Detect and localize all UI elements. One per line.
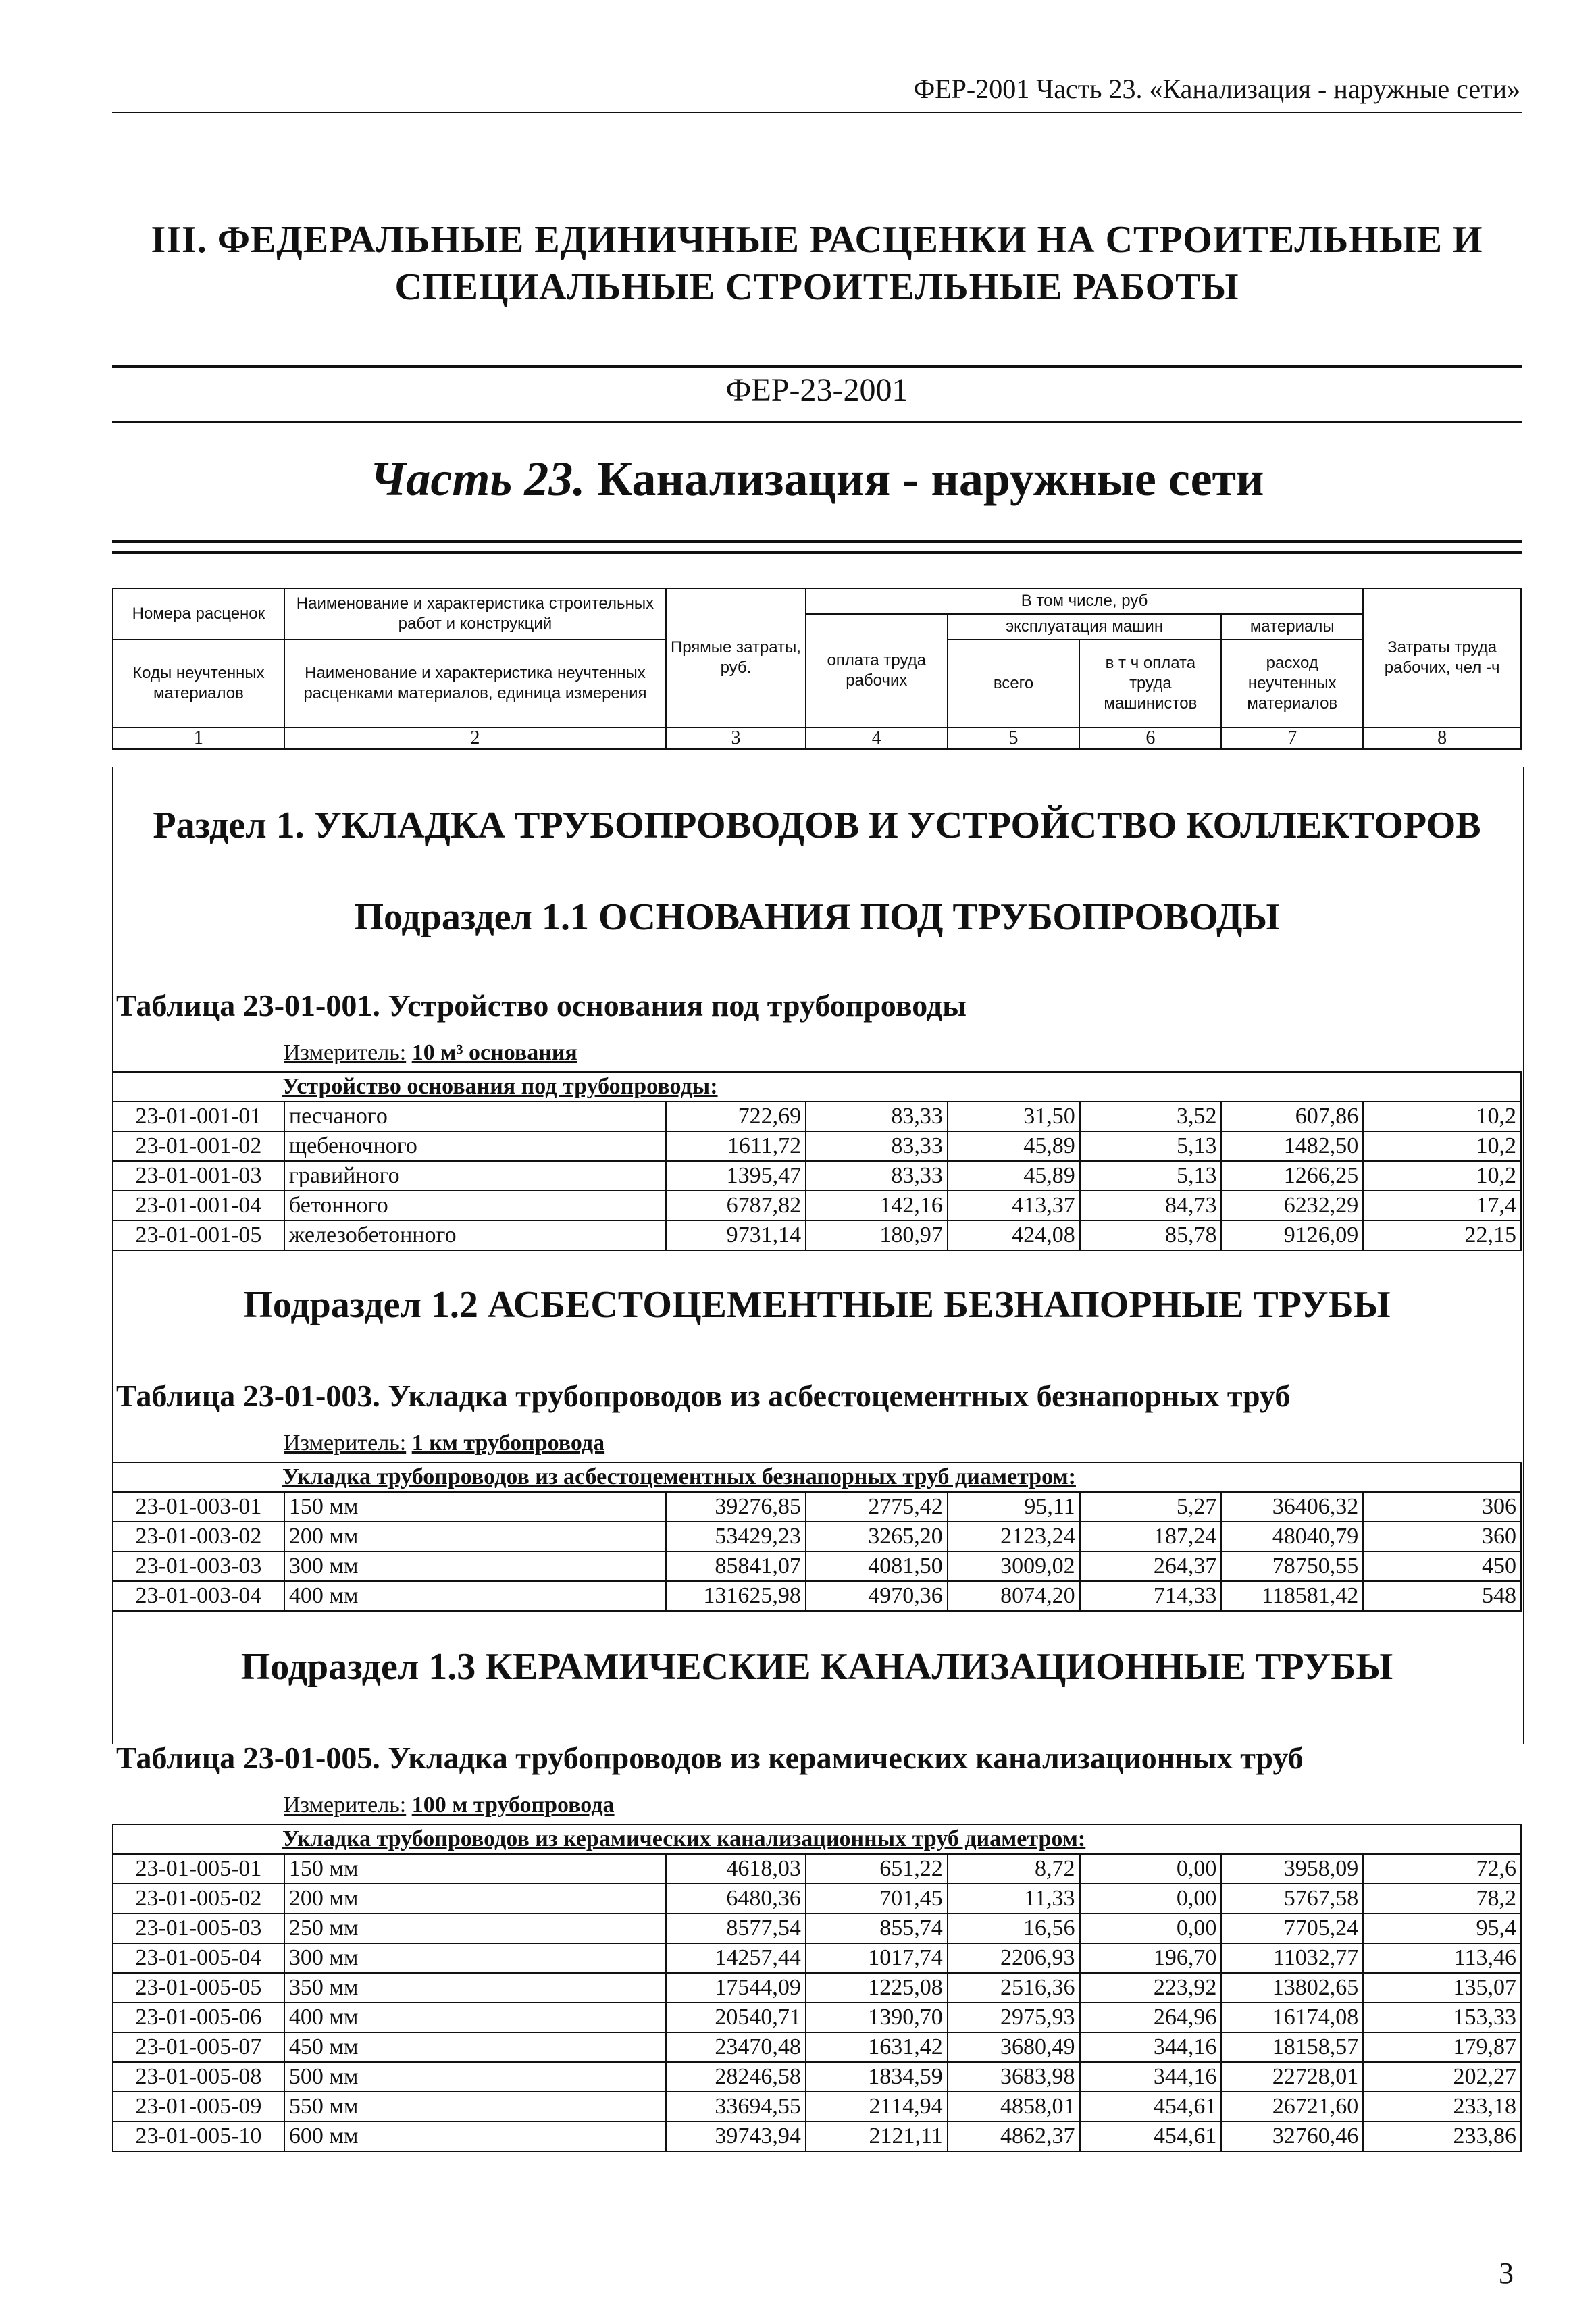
value-cell: 118581,42: [1221, 1581, 1363, 1611]
column-header-table: [112, 588, 1522, 750]
code-rule-top: [112, 365, 1522, 368]
value-cell: 196,70: [1080, 1943, 1222, 1973]
value-cell: 180,97: [806, 1220, 948, 1250]
value-cell: 1395,47: [666, 1161, 806, 1191]
value-cell: 2123,24: [948, 1522, 1080, 1551]
value-cell: 4970,36: [806, 1581, 948, 1611]
header-col5: всего: [948, 640, 1080, 727]
header-col8: Затраты труда рабочих, чел -ч: [1363, 588, 1521, 727]
page-number: 3: [1499, 2257, 1514, 2290]
header-materials-label: материалы: [1221, 614, 1363, 640]
value-cell: 3,52: [1080, 1102, 1222, 1131]
column-number: 7: [1221, 727, 1363, 749]
header-machines-label: эксплуатация машин: [948, 614, 1222, 640]
table-row: [113, 1943, 1521, 1973]
razdel-title: Раздел 1. УКЛАДКА ТРУБОПРОВОДОВ И УСТРОЙСТВО КОЛЛЕКТОРОВ: [153, 804, 1481, 846]
column-number: 6: [1079, 727, 1221, 749]
rate-code-cell: 23-01-005-08: [113, 2062, 284, 2092]
value-cell: 179,87: [1363, 2032, 1521, 2062]
value-cell: 424,08: [948, 1220, 1080, 1250]
header-col2-top: Наименование и характеристика строительных работ и конструкций: [284, 588, 666, 640]
value-cell: 45,89: [948, 1131, 1080, 1161]
work-name-cell: 300 мм: [284, 1943, 666, 1973]
value-cell: 1834,59: [806, 2062, 948, 2092]
value-cell: 233,18: [1363, 2092, 1521, 2122]
value-cell: 10,2: [1363, 1161, 1521, 1191]
value-cell: 83,33: [806, 1161, 948, 1191]
value-cell: 344,16: [1080, 2032, 1222, 2062]
value-cell: 1017,74: [806, 1943, 948, 1973]
value-cell: 2975,93: [948, 2003, 1080, 2032]
value-cell: 223,92: [1080, 1973, 1222, 2003]
document-code: ФЕР-23-2001: [725, 372, 908, 408]
rate-code-cell: 23-01-001-03: [113, 1161, 284, 1191]
value-cell: 9126,09: [1221, 1220, 1363, 1250]
value-cell: 2775,42: [806, 1492, 948, 1522]
rate-code-cell: 23-01-003-02: [113, 1522, 284, 1551]
measure-value: 100 м трубопровода: [411, 1793, 615, 1818]
work-name-cell: 400 мм: [284, 2003, 666, 2032]
measure-unit: [284, 1793, 615, 1818]
value-cell: 1631,42: [806, 2032, 948, 2062]
value-cell: 18158,57: [1221, 2032, 1363, 2062]
value-cell: 83,33: [806, 1131, 948, 1161]
table-caption-row: [113, 1824, 1521, 1854]
value-cell: 131625,98: [666, 1581, 806, 1611]
value-cell: 187,24: [1080, 1522, 1222, 1551]
work-name-cell: 200 мм: [284, 1884, 666, 1913]
table-caption: Укладка трубопроводов из керамических канализационных труб диаметром:: [113, 1824, 1521, 1854]
value-cell: 22728,01: [1221, 2062, 1363, 2092]
value-cell: 264,96: [1080, 2003, 1222, 2032]
value-cell: 2516,36: [948, 1973, 1080, 2003]
value-cell: 142,16: [806, 1191, 948, 1220]
rate-code-cell: 23-01-005-02: [113, 1884, 284, 1913]
table-row: [113, 1913, 1521, 1943]
header-col7: расход неучтенных материалов: [1221, 640, 1363, 727]
value-cell: 855,74: [806, 1913, 948, 1943]
table-row: [113, 1551, 1521, 1581]
column-number: 3: [666, 727, 806, 749]
value-cell: 344,16: [1080, 2062, 1222, 2092]
value-cell: 3009,02: [948, 1551, 1080, 1581]
rate-code-cell: 23-01-003-03: [113, 1551, 284, 1581]
header-col4: оплата труда рабочих: [806, 614, 948, 727]
value-cell: 0,00: [1080, 1854, 1222, 1884]
value-cell: 72,6: [1363, 1854, 1521, 1884]
value-cell: 360: [1363, 1522, 1521, 1551]
table-row: [113, 1581, 1521, 1611]
value-cell: 651,22: [806, 1854, 948, 1884]
value-cell: 714,33: [1080, 1581, 1222, 1611]
work-name-cell: 250 мм: [284, 1913, 666, 1943]
table-row: [113, 2062, 1521, 2092]
rate-code-cell: 23-01-005-05: [113, 1973, 284, 2003]
work-name-cell: 600 мм: [284, 2122, 666, 2151]
value-cell: 5767,58: [1221, 1884, 1363, 1913]
value-cell: 233,86: [1363, 2122, 1521, 2151]
value-cell: 28246,58: [666, 2062, 806, 2092]
value-cell: 84,73: [1080, 1191, 1222, 1220]
table-title: Таблица 23-01-001. Устройство основания под трубопроводы: [116, 988, 967, 1023]
value-cell: 1390,70: [806, 2003, 948, 2032]
value-cell: 7705,24: [1221, 1913, 1363, 1943]
value-cell: 450: [1363, 1551, 1521, 1581]
value-cell: 16,56: [948, 1913, 1080, 1943]
value-cell: 548: [1363, 1581, 1521, 1611]
value-cell: 6480,36: [666, 1884, 806, 1913]
measure-label: Измеритель:: [284, 1793, 407, 1818]
value-cell: 5,13: [1080, 1131, 1222, 1161]
rate-code-cell: 23-01-001-04: [113, 1191, 284, 1220]
table-title: Таблица 23-01-003. Укладка трубопроводов из асбестоцементных безнапорных труб: [116, 1379, 1291, 1413]
value-cell: 95,4: [1363, 1913, 1521, 1943]
part-title-double-rule: [112, 540, 1522, 554]
rate-code-cell: 23-01-001-05: [113, 1220, 284, 1250]
value-cell: 607,86: [1221, 1102, 1363, 1131]
value-cell: 78,2: [1363, 1884, 1521, 1913]
value-cell: 83,33: [806, 1102, 948, 1131]
measure-value: 1 км трубопровода: [411, 1431, 605, 1456]
value-cell: 8577,54: [666, 1913, 806, 1943]
podrazdel-title: Подраздел 1.3 КЕРАМИЧЕСКИЕ КАНАЛИЗАЦИОННЫЕ ТРУБЫ: [240, 1646, 1393, 1688]
running-header: ФЕР-2001 Часть 23. «Канализация - наружные сети»: [913, 74, 1520, 104]
value-cell: 1225,08: [806, 1973, 948, 2003]
part-title-number: Часть 23.: [369, 452, 586, 506]
table-row: [113, 1973, 1521, 2003]
table-row: [113, 1161, 1521, 1191]
value-cell: 10,2: [1363, 1102, 1521, 1131]
rate-code-cell: 23-01-005-07: [113, 2032, 284, 2062]
rate-code-cell: 23-01-005-01: [113, 1854, 284, 1884]
value-cell: 20540,71: [666, 2003, 806, 2032]
value-cell: 10,2: [1363, 1131, 1521, 1161]
value-cell: 413,37: [948, 1191, 1080, 1220]
value-cell: 454,61: [1080, 2122, 1222, 2151]
value-cell: 3683,98: [948, 2062, 1080, 2092]
work-name-cell: 350 мм: [284, 1973, 666, 2003]
measure-label: Измеритель:: [284, 1431, 407, 1456]
measure-value: 10 м³ основания: [411, 1040, 577, 1065]
value-cell: 23470,48: [666, 2032, 806, 2062]
value-cell: 2206,93: [948, 1943, 1080, 1973]
rate-code-cell: 23-01-003-04: [113, 1581, 284, 1611]
value-cell: 11,33: [948, 1884, 1080, 1913]
rate-code-cell: 23-01-001-02: [113, 1131, 284, 1161]
part-title: [112, 451, 1522, 507]
value-cell: 202,27: [1363, 2062, 1521, 2092]
value-cell: 4858,01: [948, 2092, 1080, 2122]
table-row: [113, 1220, 1521, 1250]
work-name-cell: 550 мм: [284, 2092, 666, 2122]
value-cell: 0,00: [1080, 1884, 1222, 1913]
column-number: 5: [948, 727, 1080, 749]
value-cell: 39743,94: [666, 2122, 806, 2151]
code-rule-bottom: [112, 421, 1522, 423]
value-cell: 45,89: [948, 1161, 1080, 1191]
value-cell: 5,27: [1080, 1492, 1222, 1522]
table-caption-row: [113, 1462, 1521, 1492]
podrazdel-title: Подраздел 1.1 ОСНОВАНИЯ ПОД ТРУБОПРОВОДЫ: [354, 896, 1280, 938]
work-name-cell: 500 мм: [284, 2062, 666, 2092]
work-name-cell: бетонного: [284, 1191, 666, 1220]
table-row: [113, 1492, 1521, 1522]
table-row: [113, 1522, 1521, 1551]
header-rule: [112, 112, 1522, 113]
header-col3: Прямые затраты, руб.: [666, 588, 806, 727]
value-cell: 85,78: [1080, 1220, 1222, 1250]
value-cell: 39276,85: [666, 1492, 806, 1522]
value-cell: 4618,03: [666, 1854, 806, 1884]
work-name-cell: железобетонного: [284, 1220, 666, 1250]
work-name-cell: 200 мм: [284, 1522, 666, 1551]
measure-unit: [284, 1431, 604, 1456]
podrazdel-title: Подраздел 1.2 АСБЕСТОЦЕМЕНТНЫЕ БЕЗНАПОРНЫЕ ТРУБЫ: [243, 1284, 1391, 1326]
table-caption: Укладка трубопроводов из асбестоцементных безнапорных труб диаметром:: [113, 1462, 1521, 1492]
value-cell: 36406,32: [1221, 1492, 1363, 1522]
value-cell: 264,37: [1080, 1551, 1222, 1581]
rates-table: [112, 1071, 1522, 1251]
value-cell: 4081,50: [806, 1551, 948, 1581]
table-row: [113, 1854, 1521, 1884]
value-cell: 0,00: [1080, 1913, 1222, 1943]
value-cell: 32760,46: [1221, 2122, 1363, 2151]
value-cell: 1266,25: [1221, 1161, 1363, 1191]
header-col2-bottom: Наименование и характеристика неучтенных расценками материалов, единица измерения: [284, 640, 666, 727]
value-cell: 9731,14: [666, 1220, 806, 1250]
rate-code-cell: 23-01-005-04: [113, 1943, 284, 1973]
value-cell: 16174,08: [1221, 2003, 1363, 2032]
measure-label: Измеритель:: [284, 1040, 407, 1065]
work-name-cell: 450 мм: [284, 2032, 666, 2062]
value-cell: 1482,50: [1221, 1131, 1363, 1161]
value-cell: 13802,65: [1221, 1973, 1363, 2003]
rate-code-cell: 23-01-005-03: [113, 1913, 284, 1943]
chapter-title: [112, 216, 1522, 311]
work-name-cell: щебеночного: [284, 1131, 666, 1161]
value-cell: 17544,09: [666, 1973, 806, 2003]
value-cell: 8,72: [948, 1854, 1080, 1884]
work-name-cell: 150 мм: [284, 1492, 666, 1522]
value-cell: 26721,60: [1221, 2092, 1363, 2122]
value-cell: 722,69: [666, 1102, 806, 1131]
rates-table: [112, 1462, 1522, 1612]
value-cell: 53429,23: [666, 1522, 806, 1551]
table-caption-row: [113, 1072, 1521, 1102]
column-number: 8: [1363, 727, 1521, 749]
value-cell: 701,45: [806, 1884, 948, 1913]
work-name-cell: 150 мм: [284, 1854, 666, 1884]
table-row: [113, 1191, 1521, 1220]
value-cell: 5,13: [1080, 1161, 1222, 1191]
value-cell: 1611,72: [666, 1131, 806, 1161]
value-cell: 6787,82: [666, 1191, 806, 1220]
rate-code-cell: 23-01-001-01: [113, 1102, 284, 1131]
table-row: [113, 2122, 1521, 2151]
table-row: [113, 2032, 1521, 2062]
part-title-text: Канализация - наружные сети: [585, 452, 1264, 506]
value-cell: 2114,94: [806, 2092, 948, 2122]
value-cell: 3680,49: [948, 2032, 1080, 2062]
value-cell: 11032,77: [1221, 1943, 1363, 1973]
rates-table: [112, 1824, 1522, 2152]
work-name-cell: 300 мм: [284, 1551, 666, 1581]
header-col1-bottom: Коды неучтенных материалов: [113, 640, 284, 727]
value-cell: 113,46: [1363, 1943, 1521, 1973]
rate-code-cell: 23-01-005-10: [113, 2122, 284, 2151]
value-cell: 22,15: [1363, 1220, 1521, 1250]
work-name-cell: 400 мм: [284, 1581, 666, 1611]
table-caption: Устройство основания под трубопроводы:: [113, 1072, 1521, 1102]
rate-code-cell: 23-01-005-06: [113, 2003, 284, 2032]
column-number: 2: [284, 727, 666, 749]
header-group-label: В том числе, руб: [806, 588, 1363, 614]
value-cell: 2121,11: [806, 2122, 948, 2151]
value-cell: 6232,29: [1221, 1191, 1363, 1220]
header-col6: в т ч оплата труда машинистов: [1079, 640, 1221, 727]
rate-code-cell: 23-01-005-09: [113, 2092, 284, 2122]
column-number: 1: [113, 727, 284, 749]
value-cell: 8074,20: [948, 1581, 1080, 1611]
header-col1-top: Номера расценок: [113, 588, 284, 640]
value-cell: 48040,79: [1221, 1522, 1363, 1551]
value-cell: 78750,55: [1221, 1551, 1363, 1581]
value-cell: 31,50: [948, 1102, 1080, 1131]
table-row: [113, 1131, 1521, 1161]
value-cell: 454,61: [1080, 2092, 1222, 2122]
value-cell: 4862,37: [948, 2122, 1080, 2151]
value-cell: 14257,44: [666, 1943, 806, 1973]
value-cell: 135,07: [1363, 1973, 1521, 2003]
rate-code-cell: 23-01-003-01: [113, 1492, 284, 1522]
column-number: 4: [806, 727, 948, 749]
chapter-title-line1: III. ФЕДЕРАЛЬНЫЕ ЕДИНИЧНЫЕ РАСЦЕНКИ НА СТРОИТЕЛЬНЫЕ И: [151, 219, 1483, 261]
value-cell: 153,33: [1363, 2003, 1521, 2032]
value-cell: 3265,20: [806, 1522, 948, 1551]
measure-unit: [284, 1040, 577, 1066]
value-cell: 17,4: [1363, 1191, 1521, 1220]
work-name-cell: гравийного: [284, 1161, 666, 1191]
chapter-title-line2: СПЕЦИАЛЬНЫЕ СТРОИТЕЛЬНЫЕ РАБОТЫ: [394, 266, 1239, 308]
table-row: [113, 1102, 1521, 1131]
table-title: Таблица 23-01-005. Укладка трубопроводов из керамических канализационных труб: [116, 1741, 1304, 1775]
value-cell: 306: [1363, 1492, 1521, 1522]
value-cell: 85841,07: [666, 1551, 806, 1581]
table-row: [113, 2003, 1521, 2032]
work-name-cell: песчаного: [284, 1102, 666, 1131]
table-row: [113, 1884, 1521, 1913]
value-cell: 33694,55: [666, 2092, 806, 2122]
table-row: [113, 2092, 1521, 2122]
value-cell: 95,11: [948, 1492, 1080, 1522]
value-cell: 3958,09: [1221, 1854, 1363, 1884]
